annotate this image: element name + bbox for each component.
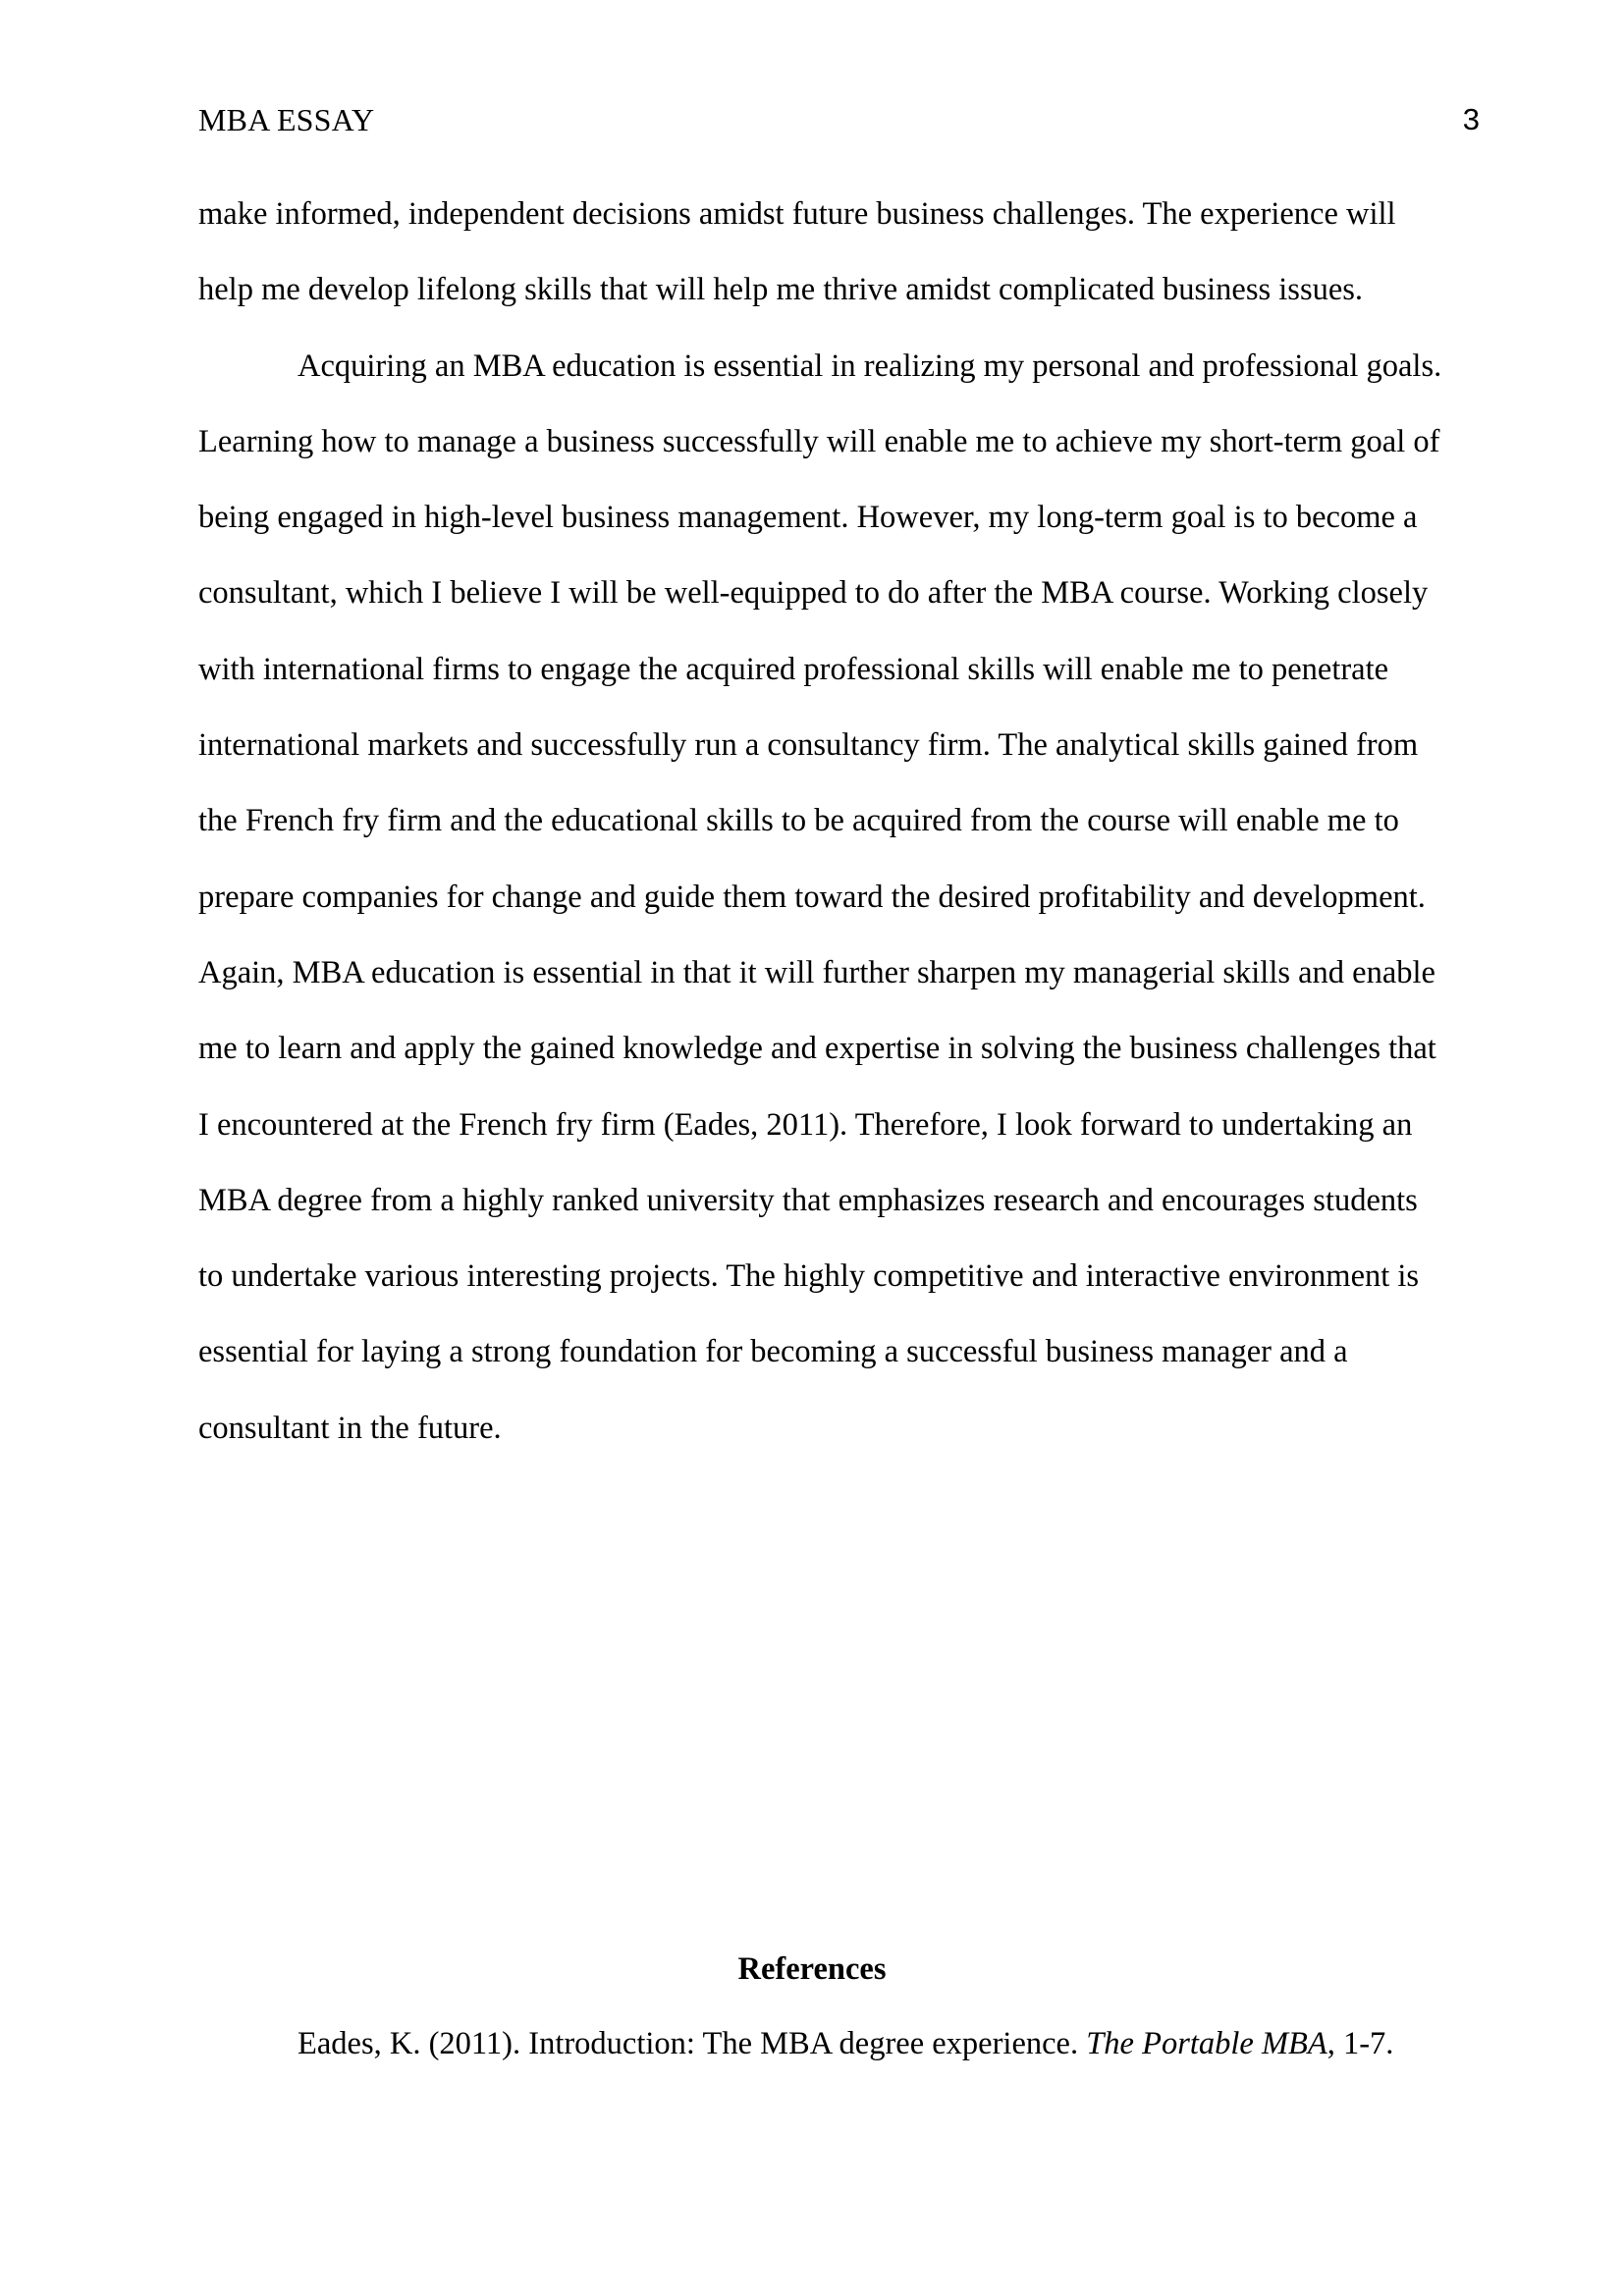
body-line: Again, MBA education is essential in that it will further sharpen my managerial skills and enable	[198, 954, 1435, 990]
reference-entry	[298, 2022, 1393, 2065]
reference-pages: , 1-7.	[1326, 2026, 1394, 2061]
body-line: me to learn and apply the gained knowledge and expertise in solving the business challenges that	[198, 1031, 1436, 1067]
paragraph-first-line: Acquiring an MBA education is essential in realizing my personal and professional goals.	[298, 347, 1442, 384]
body-line: consultant, which I believe I will be well-equipped to do after the MBA course. Working closely	[198, 575, 1429, 612]
body-line: being engaged in high-level business management. However, my long-term goal is to become a	[198, 500, 1418, 536]
body-line: make informed, independent decisions amidst future business challenges. The experience will	[198, 196, 1396, 232]
body-line: to undertake various interesting projects. The highly competitive and interactive environment is	[198, 1258, 1420, 1295]
body-line: with international firms to engage the acquired professional skills will enable me to penetrate	[198, 651, 1389, 687]
body-line: consultant in the future.	[198, 1410, 502, 1446]
reference-text: Eades, K. (2011). Introduction: The MBA degree experience.	[298, 2026, 1087, 2061]
body-line: international markets and successfully run a consultancy firm. The analytical skills gained from	[198, 727, 1419, 764]
body-line: Learning how to manage a business successfully will enable me to achieve my short-term goal of	[198, 423, 1440, 459]
running-head: MBA ESSAY	[198, 102, 375, 137]
body-line: essential for laying a strong foundation for becoming a successful business manager and a	[198, 1334, 1348, 1370]
body-line: the French fry firm and the educational skills to be acquired from the course will enable me to	[198, 803, 1399, 839]
body-line: I encountered at the French fry firm (Eades, 2011). Therefore, I look forward to undertaking an	[198, 1106, 1413, 1143]
references-heading: References	[737, 1951, 887, 1987]
body-line: MBA degree from a highly ranked university that emphasizes research and encourages students	[198, 1182, 1418, 1218]
body-line: prepare companies for change and guide them toward the desired profitability and development.	[198, 879, 1426, 915]
body-line: help me develop lifelong skills that will help me thrive amidst complicated business issues.	[198, 272, 1364, 308]
reference-source-title: The Portable MBA	[1086, 2026, 1327, 2061]
essay-body	[198, 192, 1482, 1482]
page-number: 3	[1462, 102, 1480, 136]
